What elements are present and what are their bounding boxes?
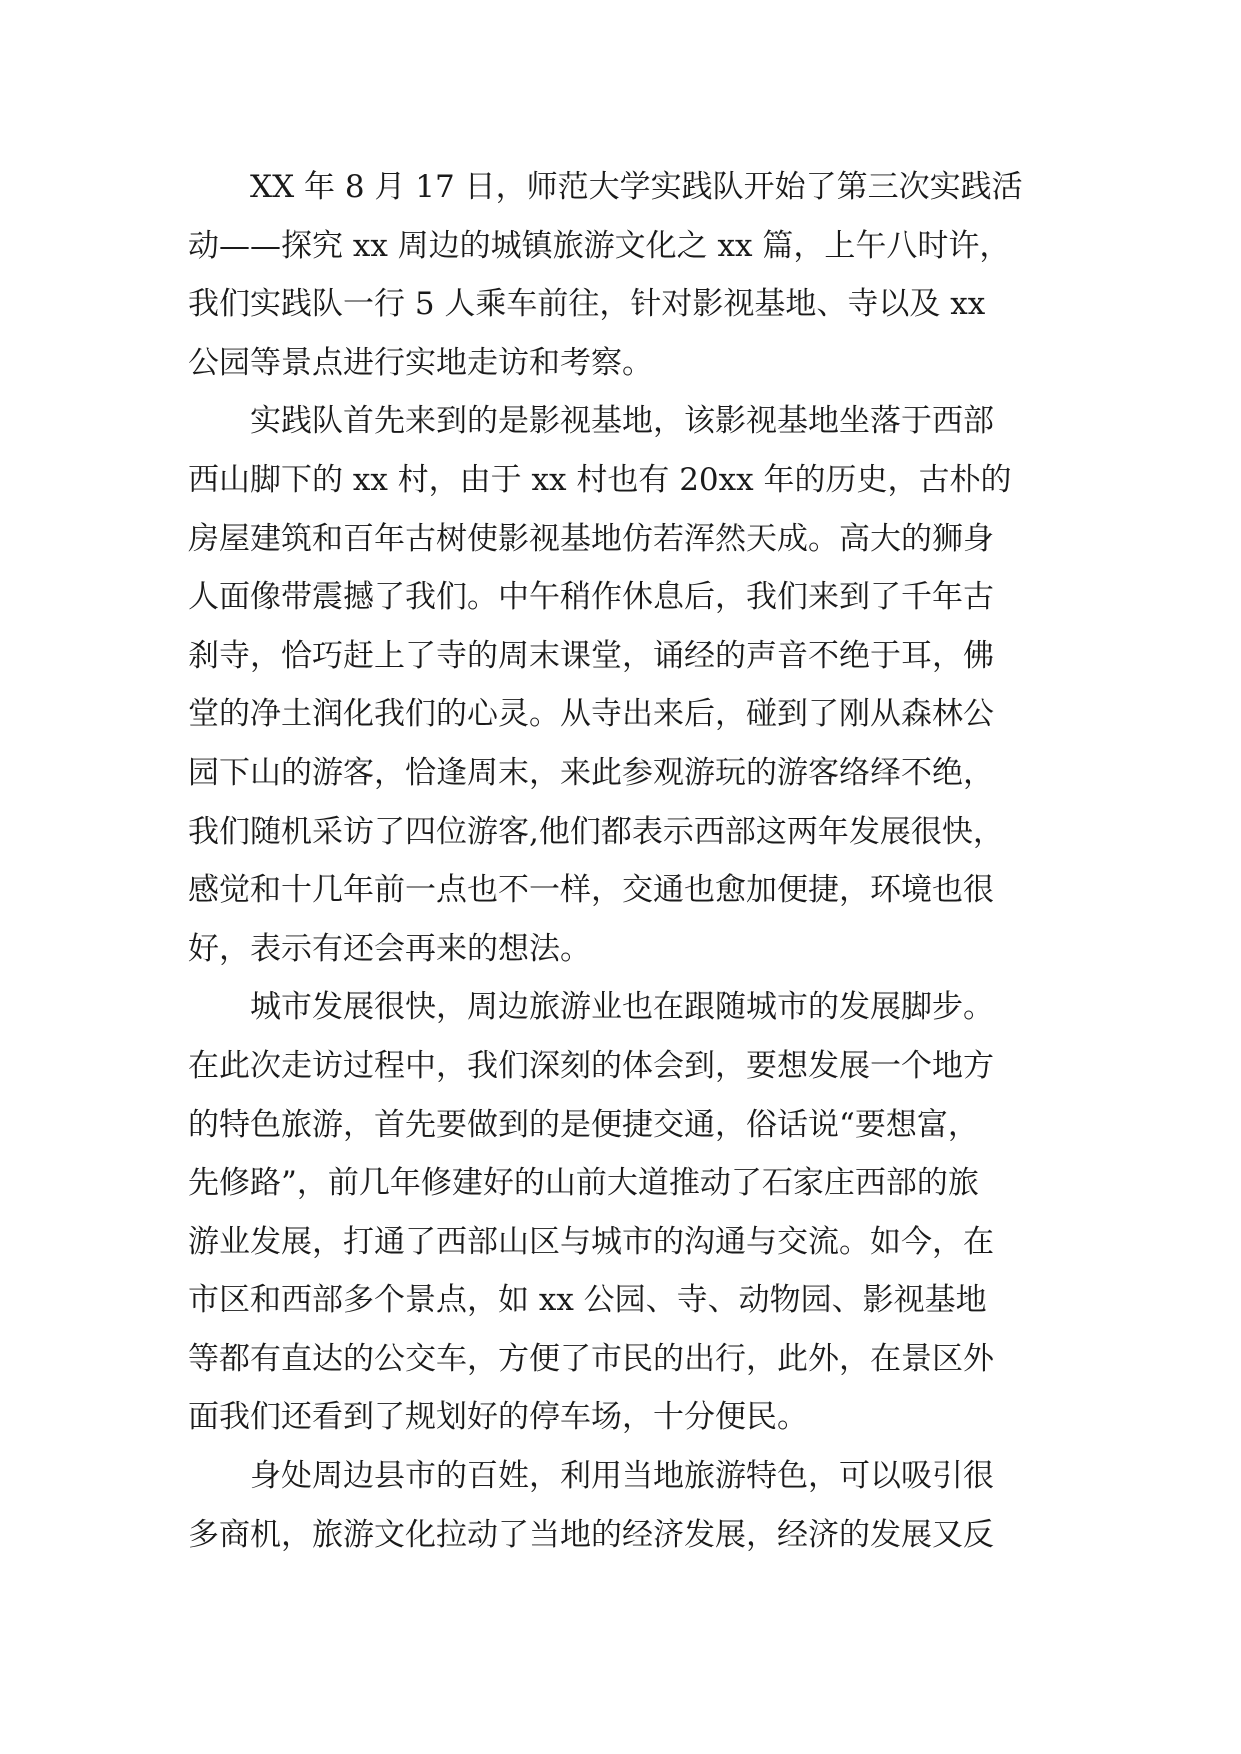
paragraph-line: 游业发展，打通了西部山区与城市的沟通与交流。如今，在 [188,1223,994,1260]
paragraph-line: 西山脚下的 xx 村，由于 xx 村也有 20xx 年的历史，古朴的 [188,461,1012,498]
paragraph-line: 在此次走访过程中，我们深刻的体会到，要想发展一个地方 [188,1047,994,1084]
paragraph-line: 我们实践队一行 5 人乘车前往，针对影视基地、寺以及 xx [188,286,986,323]
paragraph-line: 等都有直达的公交车，方便了市民的出行，此外，在景区外 [188,1340,994,1377]
paragraph-line: 市区和西部多个景点，如 xx 公园、寺、动物园、影视基地 [188,1282,987,1319]
paragraph-line: 房屋建筑和百年古树使影视基地仿若浑然天成。高大的狮身 [188,520,994,557]
paragraph-line: 面我们还看到了规划好的停车场，十分便民。 [188,1399,808,1436]
paragraph-line: 感觉和十几年前一点也不一样，交通也愈加便捷，环境也很 [188,872,994,909]
paragraph-1 [188,158,1068,392]
paragraph-line: XX 年 8 月 17 日，师范大学实践队开始了第三次实践活 [250,169,1023,205]
paragraph-line: 好，表示有还会再来的想法。 [188,930,591,967]
paragraph-line: 人面像带震撼了我们。中午稍作休息后，我们来到了千年古 [188,579,994,616]
paragraph-2 [188,392,1068,978]
paragraph-line: 刹寺，恰巧赶上了寺的周末课堂，诵经的声音不绝于耳，佛 [188,637,994,674]
paragraph-line: 动——探究 xx 周边的城镇旅游文化之 xx 篇，上午八时许， [188,227,1011,264]
paragraph-line: 先修路”，前几年修建好的山前大道推动了石家庄西部的旅 [188,1165,979,1202]
paragraph-3 [188,978,1068,1447]
document-body [188,158,1068,1564]
paragraph-4 [188,1447,1068,1564]
paragraph-line: 我们随机采访了四位游客,他们都表示西部这两年发展很快， [188,813,1004,850]
paragraph-line: 的特色旅游，首先要做到的是便捷交通，俗话说“要想富， [188,1106,979,1143]
paragraph-line: 多商机，旅游文化拉动了当地的经济发展，经济的发展又反 [188,1516,994,1553]
paragraph-line: 公园等景点进行实地走访和考察。 [188,344,653,381]
paragraph-line: 实践队首先来到的是影视基地，该影视基地坐落于西部 [250,403,994,440]
paragraph-line: 堂的净土润化我们的心灵。从寺出来后，碰到了刚从森林公 [188,696,994,733]
paragraph-line: 身处周边县市的百姓，利用当地旅游特色，可以吸引很 [250,1458,994,1495]
paragraph-line: 园下山的游客，恰逢周末，来此参观游玩的游客络绎不绝， [188,754,994,791]
paragraph-line: 城市发展很快，周边旅游业也在跟随城市的发展脚步。 [250,989,994,1026]
